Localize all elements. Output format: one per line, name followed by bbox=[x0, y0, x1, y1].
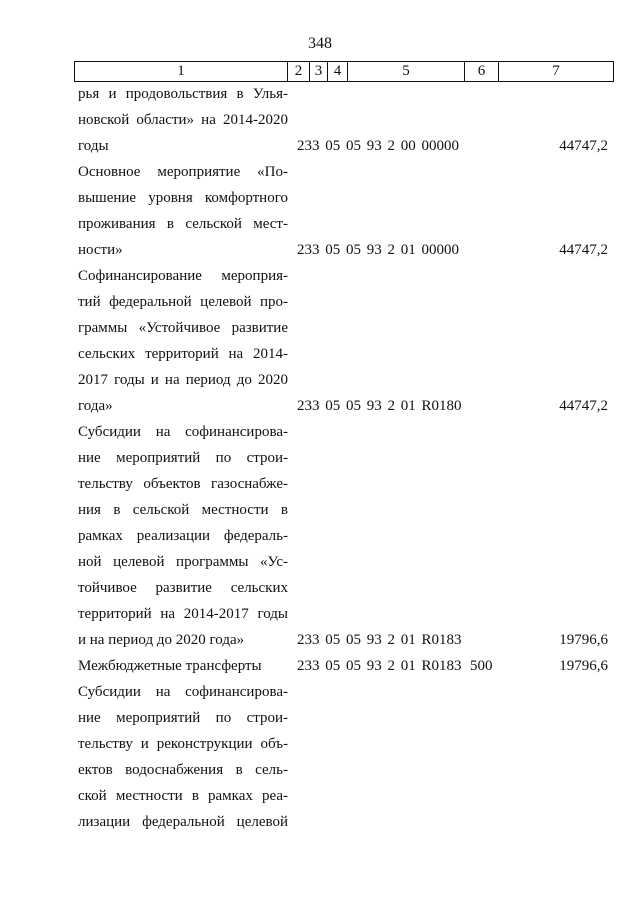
row-description: ной целевой программы «Ус- bbox=[78, 554, 288, 570]
table-row bbox=[0, 783, 640, 809]
row-code: 233 05 05 93 2 00 00000 bbox=[297, 138, 459, 154]
table-row bbox=[0, 263, 640, 289]
row-description: территорий на 2014-2017 годы bbox=[78, 606, 288, 622]
row-description: вышение уровня комфортного bbox=[78, 190, 288, 206]
row-amount: 44747,2 bbox=[559, 242, 608, 258]
table-row bbox=[0, 601, 640, 627]
table-row bbox=[0, 289, 640, 315]
row-description: проживания в сельской мест- bbox=[78, 216, 288, 232]
row-description: ектов водоснабжения в сель- bbox=[78, 762, 288, 778]
row-code: 233 05 05 93 2 01 R0183 bbox=[297, 658, 462, 674]
page-number: 348 bbox=[308, 35, 332, 52]
row-description: граммы «Устойчивое развитие bbox=[78, 320, 288, 336]
header-col-2: 2 bbox=[288, 62, 310, 81]
table-row bbox=[0, 211, 640, 237]
row-description: годы bbox=[78, 138, 109, 154]
table-row bbox=[0, 81, 640, 107]
row-description: Субсидии на софинансирова- bbox=[78, 424, 288, 440]
table-row bbox=[0, 549, 640, 575]
row-code: 233 05 05 93 2 01 R0180 bbox=[297, 398, 462, 414]
table-row bbox=[0, 653, 640, 679]
table-row bbox=[0, 627, 640, 653]
table-row bbox=[0, 523, 640, 549]
table-row bbox=[0, 445, 640, 471]
row-code: 233 05 05 93 2 01 R0183 bbox=[297, 632, 462, 648]
row-description: тельству и реконструкции объ- bbox=[78, 736, 288, 752]
table-row bbox=[0, 705, 640, 731]
header-col-3: 3 bbox=[310, 62, 328, 81]
table-row bbox=[0, 133, 640, 159]
table-row bbox=[0, 341, 640, 367]
row-description: тойчивое развитие сельских bbox=[78, 580, 288, 596]
table-row bbox=[0, 679, 640, 705]
row-description: ние мероприятий по строи- bbox=[78, 710, 288, 726]
table-row bbox=[0, 497, 640, 523]
row-description: Софинансирование мероприя- bbox=[78, 268, 288, 284]
row-amount: 19796,6 bbox=[559, 658, 608, 674]
row-expense-type: 500 bbox=[470, 658, 493, 674]
row-description: Субсидии на софинансирова- bbox=[78, 684, 288, 700]
table-row bbox=[0, 393, 640, 419]
row-amount: 44747,2 bbox=[559, 138, 608, 154]
row-description: Межбюджетные трансферты bbox=[78, 658, 262, 674]
table-row bbox=[0, 575, 640, 601]
row-code: 233 05 05 93 2 01 00000 bbox=[297, 242, 459, 258]
row-amount: 19796,6 bbox=[559, 632, 608, 648]
table-row bbox=[0, 757, 640, 783]
row-description: ской местности в рамках реа- bbox=[78, 788, 288, 804]
row-description: рья и продовольствия в Улья- bbox=[78, 86, 288, 102]
header-col-4: 4 bbox=[328, 62, 348, 81]
table-row bbox=[0, 367, 640, 393]
header-col-6: 6 bbox=[465, 62, 499, 81]
table-header bbox=[74, 61, 614, 82]
row-description: тельству объектов газоснабже- bbox=[78, 476, 288, 492]
table-row bbox=[0, 809, 640, 835]
header-col-7: 7 bbox=[552, 63, 560, 79]
header-col-5: 5 bbox=[348, 62, 465, 81]
table-row bbox=[0, 185, 640, 211]
table-row bbox=[0, 107, 640, 133]
row-description: рамках реализации федераль- bbox=[78, 528, 288, 544]
row-description: 2017 годы и на период до 2020 bbox=[78, 372, 288, 388]
row-description: Основное мероприятие «По- bbox=[78, 164, 288, 180]
row-amount: 44747,2 bbox=[559, 398, 608, 414]
row-description: ние мероприятий по строи- bbox=[78, 450, 288, 466]
header-col-1: 1 bbox=[75, 62, 288, 81]
row-description: лизации федеральной целевой bbox=[78, 814, 288, 830]
table-row bbox=[0, 315, 640, 341]
row-description: года» bbox=[78, 398, 113, 414]
row-description: ния в сельской местности в bbox=[78, 502, 288, 518]
row-description: и на период до 2020 года» bbox=[78, 632, 245, 648]
table-row bbox=[0, 159, 640, 185]
row-description: тий федеральной целевой про- bbox=[78, 294, 288, 310]
table-row bbox=[0, 237, 640, 263]
row-description: ности» bbox=[78, 242, 123, 258]
row-description: сельских территорий на 2014- bbox=[78, 346, 288, 362]
table-row bbox=[0, 419, 640, 445]
row-description: новской области» на 2014-2020 bbox=[78, 112, 288, 128]
table-row bbox=[0, 471, 640, 497]
table-row bbox=[0, 731, 640, 757]
